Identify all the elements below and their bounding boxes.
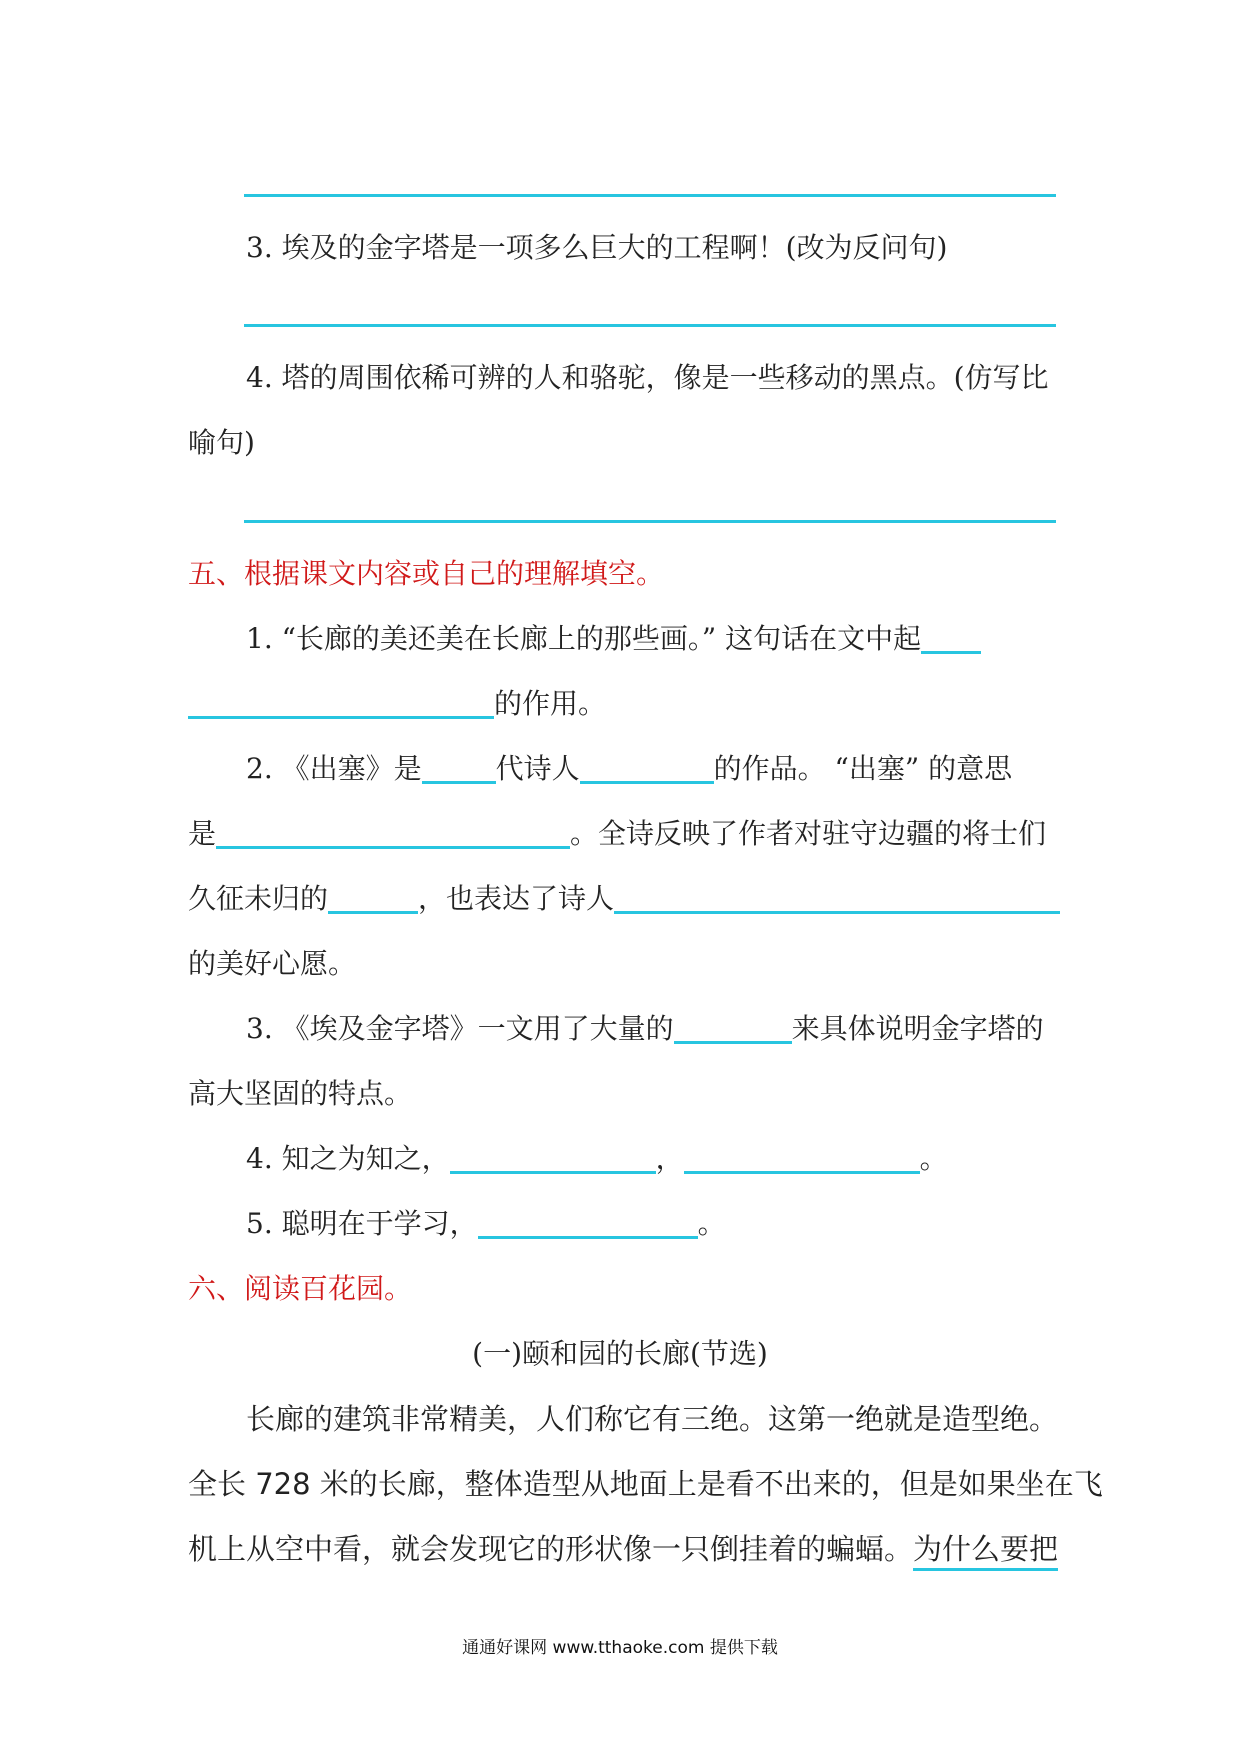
- section6-heading: 六、阅读百花园。: [188, 1272, 413, 1305]
- answer-line-2[interactable]: [244, 324, 1056, 327]
- s5-q3-text-a: 3. 《埃及金字塔》一文用了大量的: [246, 1012, 674, 1045]
- s5-q2-blank-wish[interactable]: [614, 881, 1060, 914]
- footer: 通通好课网 www.tthaoke.com 提供下载: [462, 1638, 778, 1658]
- s5-q2-text-c: 的作品。 “出塞” 的意思: [713, 752, 1013, 785]
- rewrite-q3: 3. 埃及的金字塔是一项多么巨大的工程啊！(改为反问句): [246, 231, 948, 264]
- s5-q4-blank-2[interactable]: [684, 1141, 920, 1174]
- s5-q5-text-a: 5. 聪明在于学习，: [246, 1207, 478, 1240]
- s5-q2-line1: [246, 749, 1012, 789]
- s5-q4-blank-1[interactable]: [450, 1141, 656, 1174]
- passage-title: (一)颐和园的长廊(节选): [472, 1337, 768, 1370]
- s5-q2-text-b: 代诗人: [495, 752, 580, 785]
- passage-line-2: 全长 728 米的长廊，整体造型从地面上是看不出来的，但是如果坐在飞: [188, 1467, 1103, 1501]
- s5-q4-text-b: ，: [655, 1142, 684, 1175]
- section5-heading: 五、根据课文内容或自己的理解填空。: [188, 557, 665, 590]
- s5-q2-text-a: 2. 《出塞》是: [246, 752, 422, 785]
- s5-q2-text-f: 久征未归的: [188, 882, 329, 915]
- s5-q2-line3: [188, 879, 1060, 919]
- s5-q1-blank-2[interactable]: [188, 686, 494, 719]
- s5-q1-line2: [188, 684, 606, 724]
- s5-q1-text-a: 1. “长廊的美还美在长廊上的那些画。” 这句话在文中起: [246, 622, 922, 655]
- s5-q2-text-d: 是: [188, 817, 217, 850]
- s5-q4-text-a: 4. 知之为知之，: [246, 1142, 450, 1175]
- answer-line-3[interactable]: [244, 520, 1056, 523]
- passage-line-3: [188, 1529, 1058, 1569]
- s5-q5-text-b: 。: [697, 1207, 726, 1240]
- s5-q4-line: [246, 1139, 948, 1179]
- s5-q3-blank[interactable]: [674, 1011, 792, 1044]
- s5-q2-blank-meaning[interactable]: [216, 816, 570, 849]
- passage-underlined-question: 为什么要把: [913, 1532, 1058, 1571]
- rewrite-q4-line1: 4. 塔的周围依稀可辨的人和骆驼，像是一些移动的黑点。(仿写比: [246, 361, 1049, 394]
- passage-line-1: 长廊的建筑非常精美，人们称它有三绝。这第一绝就是造型绝。: [246, 1402, 1059, 1436]
- rewrite-q4-line2: 喻句): [188, 426, 255, 459]
- s5-q3-line2: 高大坚固的特点。: [188, 1077, 413, 1110]
- s5-q2-text-e: 。全诗反映了作者对驻守边疆的将士们: [570, 817, 1047, 850]
- s5-q4-text-c: 。: [919, 1142, 948, 1175]
- s5-q2-blank-poet[interactable]: [580, 751, 714, 784]
- passage-text-3a: 机上从空中看，就会发现它的形状像一只倒挂着的蝙蝠。: [188, 1532, 914, 1566]
- answer-line-1[interactable]: [244, 194, 1056, 197]
- s5-q5-blank[interactable]: [478, 1206, 698, 1239]
- s5-q1-line1: [246, 619, 981, 659]
- s5-q2-text-g: ，也表达了诗人: [418, 882, 615, 915]
- s5-q2-blank-dynasty[interactable]: [422, 751, 496, 784]
- s5-q2-line4: 的美好心愿。: [188, 947, 357, 980]
- s5-q3-line1: [246, 1009, 1044, 1049]
- s5-q3-text-b: 来具体说明金字塔的: [791, 1012, 1044, 1045]
- s5-q1-blank-1[interactable]: [921, 621, 981, 654]
- s5-q2-blank-feeling[interactable]: [328, 881, 418, 914]
- s5-q5-line: [246, 1204, 726, 1244]
- s5-q2-line2: [188, 814, 1046, 854]
- s5-q1-text-b: 的作用。: [494, 687, 607, 720]
